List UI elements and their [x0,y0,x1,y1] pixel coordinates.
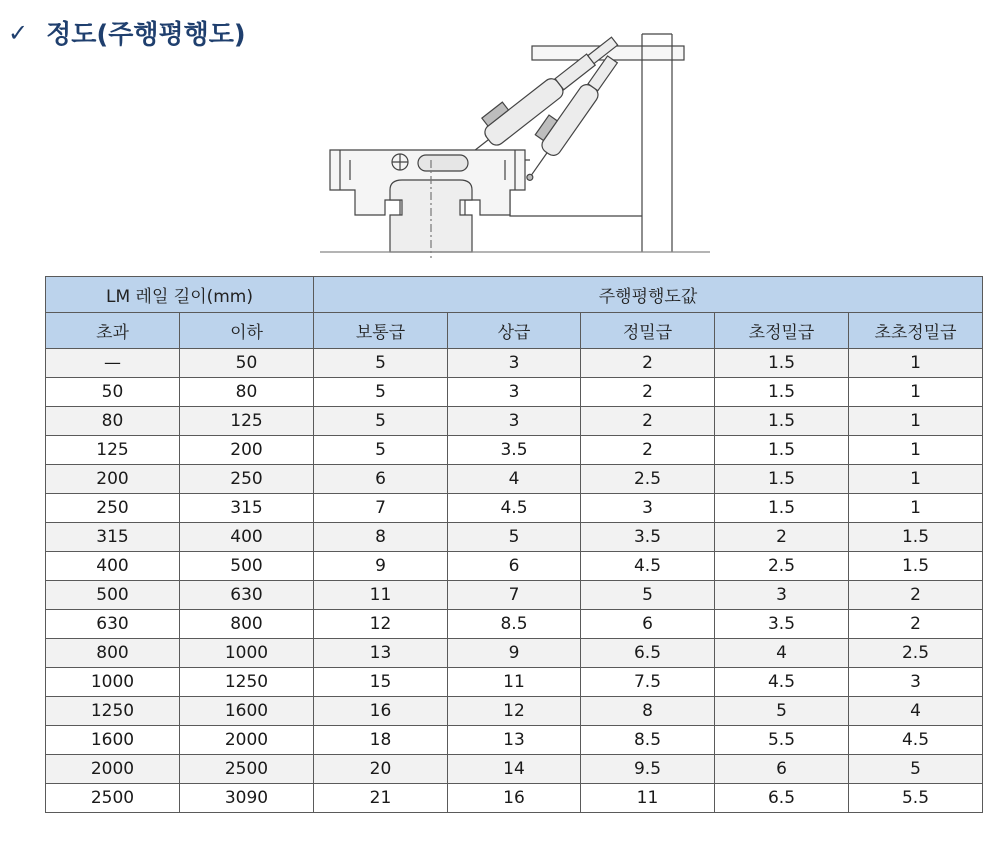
table-row [46,465,983,494]
table-cell: 8 [314,523,448,552]
table-row [46,639,983,668]
table-cell: 9.5 [581,755,715,784]
table-cell: 2 [581,407,715,436]
table-cell: 3.5 [581,523,715,552]
table-cell: 1.5 [715,465,849,494]
table-cell: 4.5 [581,552,715,581]
checkmark-icon: ✓ [8,18,29,47]
header-rail-length: LM 레일 길이(mm) [46,277,314,313]
header-precision-grade: 정밀급 [581,313,715,349]
table-cell: 800 [180,610,314,639]
table-cell: 2 [849,610,983,639]
table-cell: 1 [849,378,983,407]
table-cell: 3 [448,378,581,407]
table-row [46,668,983,697]
table-cell: 16 [448,784,581,813]
table-row [46,494,983,523]
table-cell: 2 [849,581,983,610]
header-ultra-precision-grade: 초초정밀급 [849,313,983,349]
table-cell: 7 [448,581,581,610]
table-cell: 12 [448,697,581,726]
table-cell: — [46,349,180,378]
table-cell: 2 [581,378,715,407]
table-cell: 2500 [46,784,180,813]
table-cell: 200 [46,465,180,494]
table-cell: 9 [314,552,448,581]
table-cell: 4.5 [448,494,581,523]
table-cell: 2000 [46,755,180,784]
table-row [46,407,983,436]
table-cell: 80 [46,407,180,436]
table-row [46,610,983,639]
table-cell: 630 [46,610,180,639]
table-cell: 2500 [180,755,314,784]
table-cell: 5.5 [715,726,849,755]
table-cell: 4.5 [849,726,983,755]
table-row [46,523,983,552]
table-cell: 4.5 [715,668,849,697]
table-cell: 5 [715,697,849,726]
table-cell: 11 [448,668,581,697]
table-cell: 1600 [180,697,314,726]
table-cell: 6 [448,552,581,581]
table-row [46,378,983,407]
table-cell: 2000 [180,726,314,755]
table-cell: 80 [180,378,314,407]
table-cell: 11 [581,784,715,813]
table-cell: 1 [849,349,983,378]
table-cell: 200 [180,436,314,465]
table-cell: 4 [849,697,983,726]
table-cell: 5 [314,407,448,436]
table-cell: 5 [849,755,983,784]
table-cell: 1.5 [715,436,849,465]
table-cell: 1 [849,494,983,523]
table-cell: 7 [314,494,448,523]
table-cell: 315 [46,523,180,552]
table-cell: 1000 [46,668,180,697]
table-cell: 2.5 [581,465,715,494]
table-cell: 7.5 [581,668,715,697]
table-cell: 1 [849,465,983,494]
page-heading [8,14,246,51]
table-cell: 1600 [46,726,180,755]
table-cell: 1.5 [715,494,849,523]
header-high-grade: 상급 [448,313,581,349]
header-super-precision-grade: 초정밀급 [715,313,849,349]
table-cell: 5.5 [849,784,983,813]
table-cell: 400 [180,523,314,552]
table-cell: 4 [448,465,581,494]
table-cell: 6 [314,465,448,494]
table-cell: 3 [715,581,849,610]
running-parallelism-table [45,276,983,813]
header-under: 이하 [180,313,314,349]
table-cell: 1.5 [849,552,983,581]
table-cell: 6 [581,610,715,639]
table-cell: 630 [180,581,314,610]
table-cell: 500 [180,552,314,581]
table-cell: 3 [581,494,715,523]
table-cell: 1000 [180,639,314,668]
table-cell: 13 [314,639,448,668]
table-cell: 8.5 [581,726,715,755]
table-cell: 6.5 [715,784,849,813]
table-cell: 315 [180,494,314,523]
table-cell: 1.5 [715,407,849,436]
table-cell: 1250 [180,668,314,697]
table-cell: 3 [448,349,581,378]
table-cell: 800 [46,639,180,668]
table-cell: 125 [46,436,180,465]
table-cell: 5 [314,436,448,465]
table-cell: 2 [715,523,849,552]
table-cell: 14 [448,755,581,784]
table-cell: 11 [314,581,448,610]
table-cell: 8 [581,697,715,726]
table-cell: 400 [46,552,180,581]
table-cell: 21 [314,784,448,813]
table-cell: 3 [849,668,983,697]
table-cell: 250 [46,494,180,523]
table-cell: 3.5 [715,610,849,639]
header-normal-grade: 보통급 [314,313,448,349]
table-cell: 1.5 [715,349,849,378]
table-cell: 12 [314,610,448,639]
table-cell: 3090 [180,784,314,813]
table-cell: 1.5 [849,523,983,552]
header-over: 초과 [46,313,180,349]
table-row [46,552,983,581]
table-cell: 2 [581,349,715,378]
table-cell: 5 [448,523,581,552]
table-cell: 1 [849,407,983,436]
table-cell: 3.5 [448,436,581,465]
table-cell: 50 [46,378,180,407]
table-cell: 4 [715,639,849,668]
table-cell: 5 [314,378,448,407]
table-cell: 250 [180,465,314,494]
table-cell: 6 [715,755,849,784]
table-row [46,349,983,378]
table-cell: 6.5 [581,639,715,668]
table-row [46,436,983,465]
table-row [46,726,983,755]
table-row [46,581,983,610]
table-cell: 2.5 [715,552,849,581]
header-parallelism-value: 주행평행도값 [314,277,983,313]
table-cell: 5 [581,581,715,610]
page-title: 정도(주행평행도) [46,20,246,50]
table-cell: 3 [448,407,581,436]
table-cell: 8.5 [448,610,581,639]
table-cell: 15 [314,668,448,697]
table-cell: 500 [46,581,180,610]
table-cell: 1 [849,436,983,465]
table-cell: 2 [581,436,715,465]
table-cell: 9 [448,639,581,668]
table-cell: 5 [314,349,448,378]
table-cell: 1.5 [715,378,849,407]
table-cell: 50 [180,349,314,378]
table-cell: 1250 [46,697,180,726]
table-cell: 18 [314,726,448,755]
table-row [46,784,983,813]
table-cell: 2.5 [849,639,983,668]
table-cell: 20 [314,755,448,784]
table-cell: 13 [448,726,581,755]
lm-guide-measurement-diagram [320,30,710,258]
table-row [46,755,983,784]
table-cell: 16 [314,697,448,726]
table-cell: 125 [180,407,314,436]
table-row [46,697,983,726]
